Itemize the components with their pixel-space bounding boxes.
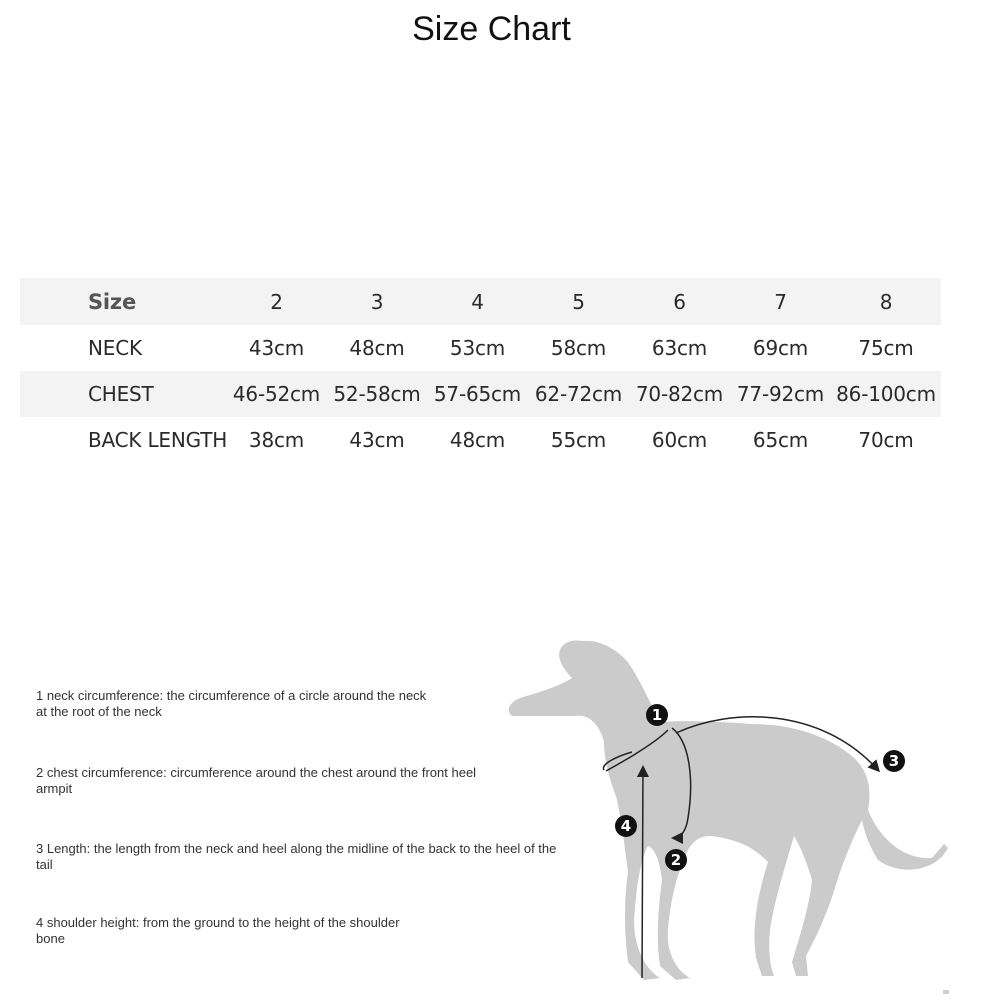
note-line: tail — [36, 857, 53, 872]
row-label: BACK LENGTH — [88, 428, 228, 452]
row-label: NECK — [88, 336, 142, 360]
table-cell: 62-72cm — [528, 371, 629, 417]
size-column-header: 7 — [730, 278, 831, 325]
height-measure-line — [642, 768, 643, 978]
table-cell: 53cm — [449, 336, 506, 360]
back-length-row — [20, 417, 941, 463]
note-line: at the root of the neck — [36, 704, 162, 719]
chest-row — [20, 371, 941, 417]
marker-3-label: 3 — [888, 752, 900, 770]
size-column-header: 6 — [629, 278, 730, 325]
note-line: 3 Length: the length from the neck and heel along the midline of the back to the heel of the — [36, 841, 557, 856]
table-cell: 86-100cm — [831, 371, 941, 417]
table-cell: 46-52cm — [226, 371, 327, 417]
greyhound-silhouette-icon — [509, 640, 948, 980]
table-cell: 48cm — [449, 428, 506, 452]
marker-1-label: 1 — [651, 706, 663, 724]
table-cell: 48cm — [349, 336, 405, 360]
table-cell: 75cm — [858, 336, 914, 360]
table-cell: 43cm — [349, 428, 405, 452]
size-column-header: 4 — [427, 278, 528, 325]
marker-3-icon — [883, 750, 905, 772]
faint-watermark — [408, 192, 588, 222]
table-cell: 65cm — [752, 428, 809, 452]
table-cell: 55cm — [550, 428, 607, 452]
size-table — [20, 278, 941, 463]
size-header-label: Size — [20, 278, 226, 325]
marker-4-icon — [615, 815, 637, 837]
neck-row — [20, 325, 941, 371]
table-cell: 60cm — [651, 428, 708, 452]
note-line: bone — [36, 931, 65, 946]
marker-2-icon — [665, 849, 687, 871]
table-cell: 77-92cm — [730, 371, 831, 417]
note-line: 2 chest circumference: circumference around the chest around the front heel — [36, 765, 477, 780]
marker-2-label: 2 — [670, 851, 682, 869]
table-cell: 70-82cm — [629, 371, 730, 417]
size-column-header: 3 — [327, 278, 427, 325]
table-cell: 69cm — [752, 336, 809, 360]
dog-measurement-diagram — [500, 620, 960, 995]
page-title: Size Chart — [412, 10, 571, 48]
size-column-header: 5 — [528, 278, 629, 325]
table-cell: 52-58cm — [327, 371, 427, 417]
note-line: 4 shoulder height: from the ground to the height of the shoulder — [36, 915, 400, 930]
note-line: armpit — [36, 781, 73, 796]
marker-4-label: 4 — [620, 817, 632, 835]
note-line: 1 neck circumference: the circumference of a circle around the neck — [36, 688, 427, 703]
size-header-row — [20, 278, 941, 325]
marker-1-icon — [646, 704, 668, 726]
table-cell: 70cm — [858, 428, 914, 452]
table-cell: 63cm — [651, 336, 708, 360]
row-label: CHEST — [20, 371, 226, 417]
corner-artifact — [943, 990, 949, 994]
size-column-header: 8 — [831, 278, 941, 325]
size-column-header: 2 — [226, 278, 327, 325]
table-cell: 57-65cm — [427, 371, 528, 417]
table-cell: 58cm — [550, 336, 607, 360]
table-cell: 43cm — [248, 336, 305, 360]
table-cell: 38cm — [248, 428, 305, 452]
